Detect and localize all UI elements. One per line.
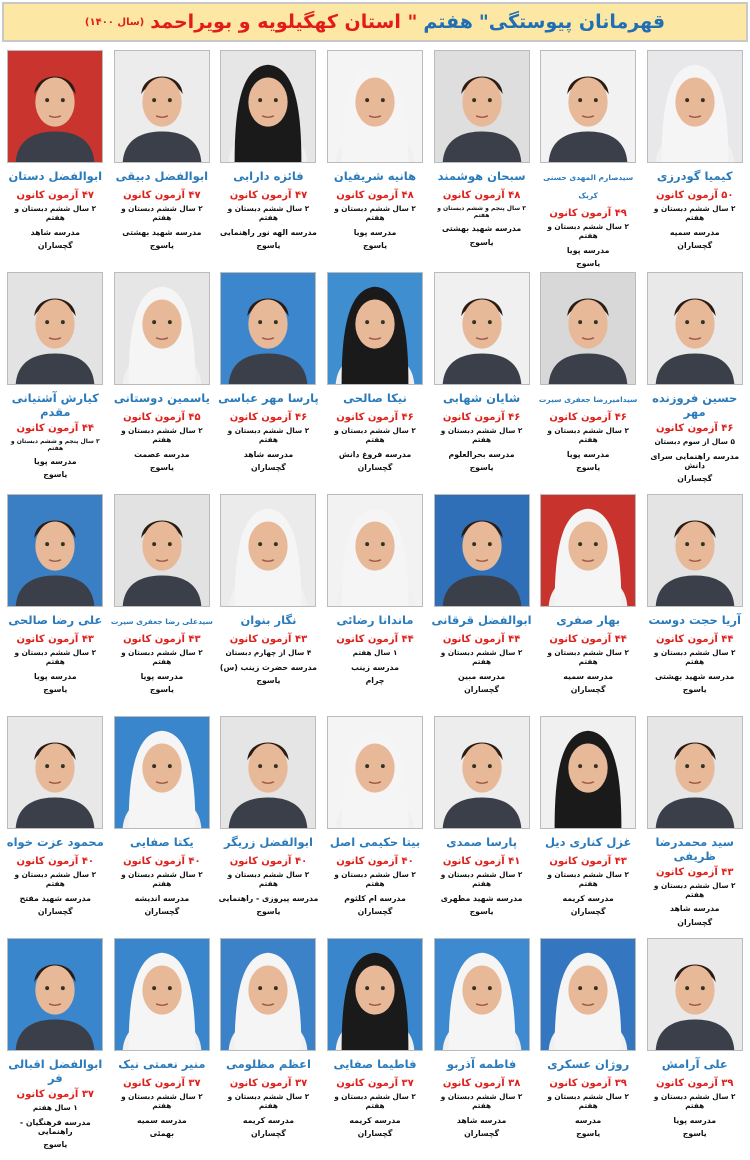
portrait-image	[541, 51, 635, 162]
city-name: یاسوج	[256, 906, 281, 916]
student-photo	[434, 716, 530, 829]
school-name: مدرسه سمیه	[137, 1115, 187, 1125]
school-name: مدرسه پویا	[353, 227, 397, 237]
student-name: فائزه دارابی	[233, 169, 304, 183]
student-card	[428, 272, 535, 494]
student-card	[428, 494, 535, 716]
student-photo	[540, 272, 636, 385]
student-card	[215, 938, 322, 1160]
exam-count: ۴۳ آزمون کانون	[655, 866, 734, 878]
portrait-image	[221, 273, 315, 384]
portrait-image	[648, 495, 742, 606]
student-name: ابوالفضل دبیقی	[115, 169, 209, 183]
study-period: ۲ سال ششم دبستان و هفتم	[227, 204, 310, 222]
student-name: حسین فروزنده مهر	[652, 391, 738, 420]
student-card	[535, 716, 642, 938]
portrait-image	[115, 495, 209, 606]
student-name: سید محمدرضا ظریفی	[655, 835, 734, 864]
student-card	[109, 272, 216, 494]
study-period: ۲ سال ششم دبستان و هفتم	[440, 1092, 523, 1110]
student-card	[641, 716, 748, 938]
school-name: مدرسه زینب	[351, 662, 399, 672]
student-card	[2, 272, 109, 494]
study-period: ۱ سال هفتم	[352, 648, 398, 657]
city-name: یاسوج	[469, 906, 494, 916]
school-name: مدرسه سمیه	[669, 227, 720, 237]
study-period: ۴ سال از چهارم دبستان	[225, 648, 312, 657]
city-name: یاسوج	[256, 676, 281, 686]
city-name: گچساران	[144, 906, 180, 916]
study-period: ۵ سال از سوم دبستان	[654, 436, 735, 446]
study-period: ۳ سال پنجم و ششم دبستان و هفتم	[437, 205, 526, 220]
portrait-image	[435, 939, 529, 1050]
city-name: یاسوج	[469, 237, 494, 247]
student-card	[322, 272, 429, 494]
student-photo	[434, 272, 530, 385]
study-period: ۲ سال ششم دبستان و هفتم	[653, 648, 736, 666]
portrait-image	[221, 717, 315, 828]
school-name: مدرسه پویا	[673, 1115, 717, 1125]
portrait-image	[648, 273, 742, 384]
poster-header	[2, 2, 748, 42]
study-period: ۲ سال ششم دبستان و هفتم	[547, 426, 629, 444]
student-photo	[7, 938, 103, 1051]
exam-count: ۴۴ آزمون کانون	[442, 634, 521, 645]
student-name: کیمیا گودرزی	[656, 169, 733, 183]
student-card	[322, 716, 429, 938]
study-period: ۲ سال ششم دبستان و هفتم	[440, 426, 523, 444]
student-name: آریا حجت دوست	[648, 613, 741, 627]
exam-count: ۳۹ آزمون کانون	[549, 1078, 627, 1089]
exam-count: ۴۳ آزمون کانون	[229, 634, 308, 645]
portrait-image	[541, 495, 635, 606]
student-name: پارسا صمدی	[446, 835, 518, 849]
student-name: ابوالفضل اقبالی فر	[8, 1057, 103, 1086]
portrait-image	[328, 717, 422, 828]
portrait-image	[435, 495, 529, 606]
school-name: مدرسه عصمت	[134, 449, 190, 459]
city-name: گچساران	[357, 1128, 393, 1138]
student-card	[641, 494, 748, 716]
student-card	[109, 494, 216, 716]
exam-count: ۴۴ آزمون کانون	[655, 634, 734, 645]
student-name: سیدامیررضا جعفری سیرت	[538, 395, 638, 404]
city-name: گچساران	[357, 906, 393, 916]
city-name: گچساران	[37, 240, 73, 250]
exam-count: ۴۹ آزمون کانون	[549, 208, 627, 219]
city-name: گچساران	[570, 906, 606, 916]
student-name: روژان عسکری	[547, 1057, 630, 1071]
study-period: ۲ سال ششم دبستان و هفتم	[440, 648, 523, 666]
exam-count: ۴۳ آزمون کانون	[549, 856, 627, 867]
school-name: مدرسه پویا	[140, 671, 184, 681]
exam-count: ۴۴ آزمون کانون	[16, 422, 95, 434]
student-photo	[647, 50, 743, 163]
exam-count: ۴۸ آزمون کانون	[442, 190, 521, 201]
student-photo	[540, 716, 636, 829]
header-year: (سال ۱۴۰۰)	[84, 16, 145, 28]
portrait-image	[221, 939, 315, 1050]
exam-count: ۵۰ آزمون کانون	[655, 190, 734, 201]
student-name: هانیه شریفیان	[333, 169, 417, 183]
school-name: مدرسه شهید بهشتی	[655, 671, 735, 681]
student-photo	[114, 938, 210, 1051]
student-name: علی آرامش	[661, 1057, 728, 1071]
student-photo	[220, 938, 316, 1051]
student-photo	[114, 272, 210, 385]
school-name: مدرسه کریمه	[562, 893, 614, 903]
student-card	[535, 938, 642, 1160]
portrait-image	[541, 939, 635, 1050]
city-name: گچساران	[570, 684, 606, 694]
school-name: مدرسه کریمه	[349, 1115, 401, 1125]
city-name: گچساران	[677, 240, 713, 250]
city-name: یاسوج	[149, 240, 174, 250]
student-photo	[327, 938, 423, 1051]
city-name: یاسوج	[43, 1140, 68, 1150]
student-card	[535, 50, 642, 272]
school-name: مدرسه	[575, 1115, 602, 1125]
study-period: ۲ سال ششم دبستان و هفتم	[653, 1092, 736, 1110]
school-name: مدرسه فروغ دانش	[338, 449, 412, 459]
school-name: مدرسه فرهنگیان - راهنمایی	[19, 1117, 91, 1136]
student-photo	[114, 50, 210, 163]
exam-count: ۴۱ آزمون کانون	[442, 856, 521, 867]
portrait-image	[115, 939, 209, 1050]
student-photo	[114, 494, 210, 607]
city-name: یاسوج	[363, 240, 388, 250]
city-name: یاسوج	[149, 462, 174, 472]
city-name: گچساران	[677, 917, 713, 927]
school-name: مدرسه الهه نور راهنمایی	[220, 227, 317, 237]
study-period: ۲ سال ششم دبستان و هفتم	[547, 870, 629, 888]
student-photo	[327, 494, 423, 607]
student-name: سیدعلی رضا جعفری سیرت	[110, 617, 213, 626]
study-period: ۲ سال ششم دبستان و هفتم	[121, 648, 203, 666]
study-period: ۲ سال ششم دبستان و هفتم	[334, 870, 416, 888]
city-name: یاسوج	[43, 684, 68, 694]
exam-count: ۴۵ آزمون کانون	[123, 412, 201, 423]
study-period: ۲ سال ششم دبستان و هفتم	[440, 870, 523, 888]
student-name: فاطمه آذربو	[446, 1057, 517, 1071]
student-name: بیتا حکیمی اصل	[329, 835, 421, 849]
city-name: بهمئی	[149, 1128, 175, 1138]
student-card	[428, 50, 535, 272]
exam-count: ۴۸ آزمون کانون	[336, 190, 414, 201]
student-grid	[2, 50, 748, 1160]
student-card	[428, 938, 535, 1160]
school-name: مدرسه شهید مطهری	[440, 893, 523, 903]
school-name: مدرسه ام کلثوم	[344, 893, 406, 903]
study-period: ۲ سال ششم دبستان و هفتم	[653, 880, 736, 899]
exam-count: ۴۶ آزمون کانون	[442, 412, 521, 423]
student-photo	[647, 716, 743, 829]
study-period: ۲ سال ششم دبستان و هفتم	[121, 870, 203, 888]
student-name: یاسمین دوستانی	[113, 391, 210, 405]
student-photo	[540, 50, 636, 163]
student-photo	[540, 494, 636, 607]
exam-count: ۴۴ آزمون کانون	[336, 634, 414, 645]
student-name: شایان شهابی	[442, 391, 521, 405]
student-photo	[434, 494, 530, 607]
study-period: ۳ سال پنجم و ششم دبستان و هفتم	[10, 437, 100, 452]
portrait-image	[328, 495, 422, 606]
study-period: ۲ سال ششم دبستان و هفتم	[653, 204, 736, 222]
city-name: یاسوج	[43, 470, 68, 480]
city-name: گچساران	[464, 684, 499, 694]
student-card	[2, 50, 109, 272]
portrait-image	[221, 495, 315, 606]
school-name: مدرسه اندیشه	[134, 893, 190, 903]
student-photo	[7, 272, 103, 385]
student-card	[215, 716, 322, 938]
portrait-image	[8, 939, 102, 1050]
study-period: ۲ سال ششم دبستان و هفتم	[227, 426, 310, 444]
school-name: مدرسه شاهد	[456, 1115, 507, 1125]
student-photo	[434, 50, 530, 163]
city-name: گچساران	[251, 462, 286, 472]
city-name: گچساران	[357, 462, 393, 472]
portrait-image	[328, 51, 422, 162]
portrait-image	[221, 51, 315, 162]
portrait-image	[435, 717, 529, 828]
portrait-image	[435, 51, 529, 162]
exam-count: ۴۷ آزمون کانون	[123, 190, 201, 201]
exam-count: ۳۷ آزمون کانون	[229, 1078, 308, 1089]
study-period: ۲ سال ششم دبستان و هفتم	[121, 426, 203, 444]
study-period: ۱ سال هفتم	[32, 1102, 78, 1112]
school-name: مدرسه مبین	[458, 671, 506, 681]
city-name: یاسوج	[682, 1128, 707, 1138]
study-period: ۲ سال ششم دبستان و هفتم	[14, 648, 97, 666]
student-card	[641, 938, 748, 1160]
student-name: کیارش آشتیانی مقدم	[11, 391, 99, 420]
exam-count: ۴۰ آزمون کانون	[229, 856, 308, 867]
school-name: مدرسه شهید بهشتی	[441, 224, 522, 234]
school-name: مدرسه پویا	[34, 671, 77, 681]
student-name: بهار صفری	[556, 613, 621, 627]
study-period: ۲ سال ششم دبستان و هفتم	[14, 870, 97, 888]
school-name: مدرسه شاهد	[670, 904, 720, 914]
student-name: غزل کناری دیل	[544, 835, 632, 849]
student-photo	[220, 494, 316, 607]
student-name: منیر نعمتی نیک	[118, 1057, 206, 1071]
student-photo	[220, 272, 316, 385]
exam-count: ۳۹ آزمون کانون	[655, 1078, 734, 1089]
student-card	[535, 272, 642, 494]
study-period: ۲ سال ششم دبستان و هفتم	[334, 204, 416, 222]
student-card	[2, 716, 109, 938]
exam-count: ۴۰ آزمون کانون	[336, 856, 414, 867]
exam-count: ۴۶ آزمون کانون	[336, 412, 414, 423]
student-card	[2, 494, 109, 716]
school-name: مدرسه پیروزی - راهنمایی	[218, 893, 319, 903]
study-period: ۲ سال ششم دبستان و هفتم	[547, 222, 629, 240]
student-card	[2, 938, 109, 1160]
student-name: محمود عزت خواه	[6, 835, 104, 849]
student-photo	[7, 716, 103, 829]
exam-count: ۳۷ آزمون کانون	[16, 1088, 95, 1100]
student-photo	[327, 50, 423, 163]
portrait-image	[8, 717, 102, 828]
student-name: فاطیما صفایی	[333, 1057, 417, 1071]
study-period: ۲ سال ششم دبستان و هفتم	[334, 1092, 416, 1110]
exam-count: ۴۷ آزمون کانون	[16, 190, 95, 201]
header-title-grade: هفتم	[423, 11, 473, 33]
portrait-image	[541, 273, 635, 384]
city-name: یاسوج	[256, 240, 281, 250]
study-period: ۲ سال ششم دبستان و هفتم	[121, 204, 203, 222]
portrait-image	[115, 273, 209, 384]
study-period: ۲ سال ششم دبستان و هفتم	[121, 1092, 203, 1110]
header-title-province: " استان کهگیلویه و بویراحمد	[150, 11, 418, 33]
portrait-image	[115, 51, 209, 162]
student-name: نیکا صالحی	[343, 391, 407, 405]
exam-count: ۴۳ آزمون کانون	[16, 634, 95, 645]
student-card	[322, 50, 429, 272]
student-card	[322, 938, 429, 1160]
student-name: نگار بنوان	[240, 613, 297, 627]
school-name: مدرسه راهنمایی سرای دانش	[650, 451, 740, 470]
study-period: ۲ سال ششم دبستان و هفتم	[547, 648, 629, 666]
school-name: مدرسه شهید بهشتی	[122, 227, 202, 237]
study-period: ۲ سال ششم دبستان و هفتم	[227, 870, 310, 888]
portrait-image	[8, 51, 102, 162]
student-photo	[434, 938, 530, 1051]
student-name: ابوالفضل قرقانی	[431, 613, 532, 627]
portrait-image	[648, 939, 742, 1050]
exam-count: ۴۶ آزمون کانون	[655, 422, 734, 434]
city-name: یاسوج	[576, 462, 601, 472]
student-card	[109, 716, 216, 938]
school-name: مدرسه شاهد	[30, 227, 81, 237]
school-name: مدرسه پویا	[566, 449, 610, 459]
exam-count: ۴۰ آزمون کانون	[123, 856, 201, 867]
school-name: مدرسه پویا	[34, 457, 77, 467]
header-title-prefix: قهرمانان پیوستگی"	[478, 11, 666, 33]
portrait-image	[8, 495, 102, 606]
city-name: گچساران	[251, 1128, 286, 1138]
student-card	[641, 272, 748, 494]
city-name: گچساران	[677, 474, 713, 484]
exam-count: ۳۷ آزمون کانون	[123, 1078, 201, 1089]
student-name: یکتا صفایی	[130, 835, 194, 849]
student-photo	[327, 272, 423, 385]
portrait-image	[541, 717, 635, 828]
city-name: یاسوج	[576, 258, 601, 268]
city-name: یاسوج	[149, 684, 174, 694]
student-photo	[220, 716, 316, 829]
student-name: علی رضا صالحی	[8, 613, 103, 627]
student-name: ابوالفضل دستان	[8, 169, 103, 183]
portrait-image	[8, 273, 102, 384]
student-card	[535, 494, 642, 716]
student-photo	[7, 50, 103, 163]
portrait-image	[328, 939, 422, 1050]
study-period: ۲ سال ششم دبستان و هفتم	[227, 1092, 310, 1110]
portrait-image	[115, 717, 209, 828]
study-period: ۲ سال ششم دبستان و هفتم	[334, 426, 416, 444]
exam-count: ۳۸ آزمون کانون	[442, 1078, 521, 1089]
student-photo	[114, 716, 210, 829]
exam-count: ۴۴ آزمون کانون	[549, 634, 627, 645]
city-name: یاسوج	[682, 684, 707, 694]
study-period: ۲ سال ششم دبستان و هفتم	[547, 1092, 629, 1110]
portrait-image	[435, 273, 529, 384]
school-name: مدرسه کریمه	[242, 1115, 295, 1125]
city-name: گچساران	[464, 1128, 499, 1138]
student-card	[215, 494, 322, 716]
student-name: سبحان هوشمند	[437, 169, 526, 183]
city-name: یاسوج	[576, 1128, 601, 1138]
student-card	[109, 938, 216, 1160]
student-photo	[7, 494, 103, 607]
student-photo	[647, 494, 743, 607]
student-photo	[647, 272, 743, 385]
portrait-image	[648, 51, 742, 162]
student-photo	[647, 938, 743, 1051]
city-name: چرام	[365, 676, 385, 686]
student-card	[428, 716, 535, 938]
city-name: یاسوج	[469, 462, 494, 472]
student-name: ابوالفضل زریگر	[223, 835, 313, 849]
student-name: اعظم مظلومی	[225, 1057, 311, 1071]
student-name: سیدصارم المهدی حسنی کریک	[543, 173, 634, 200]
student-card	[641, 50, 748, 272]
school-name: مدرسه سمیه	[563, 671, 614, 681]
student-name: ماندانا رضائی	[336, 613, 414, 627]
exam-count: ۴۶ آزمون کانون	[229, 412, 308, 423]
exam-count: ۴۳ آزمون کانون	[123, 634, 201, 645]
exam-count: ۴۰ آزمون کانون	[16, 856, 95, 867]
student-card	[215, 272, 322, 494]
school-name: مدرسه شاهد	[243, 449, 294, 459]
portrait-image	[328, 273, 422, 384]
school-name: مدرسه شهید مفتح	[19, 893, 91, 903]
student-name: پارسا مهر عباسی	[218, 391, 319, 405]
school-name: مدرسه پویا	[566, 245, 610, 255]
study-period: ۲ سال ششم دبستان و هفتم	[14, 204, 97, 222]
portrait-image	[648, 717, 742, 828]
exam-count: ۳۷ آزمون کانون	[336, 1078, 414, 1089]
student-photo	[327, 716, 423, 829]
city-name: گچساران	[37, 906, 73, 916]
student-card	[215, 50, 322, 272]
school-name: مدرسه حضرت زینب (س)	[219, 662, 317, 672]
exam-count: ۴۷ آزمون کانون	[229, 190, 308, 201]
student-photo	[540, 938, 636, 1051]
exam-count: ۴۶ آزمون کانون	[549, 412, 627, 423]
student-card	[109, 50, 216, 272]
school-name: مدرسه بحرالعلوم	[448, 449, 515, 459]
student-card	[322, 494, 429, 716]
student-photo	[220, 50, 316, 163]
